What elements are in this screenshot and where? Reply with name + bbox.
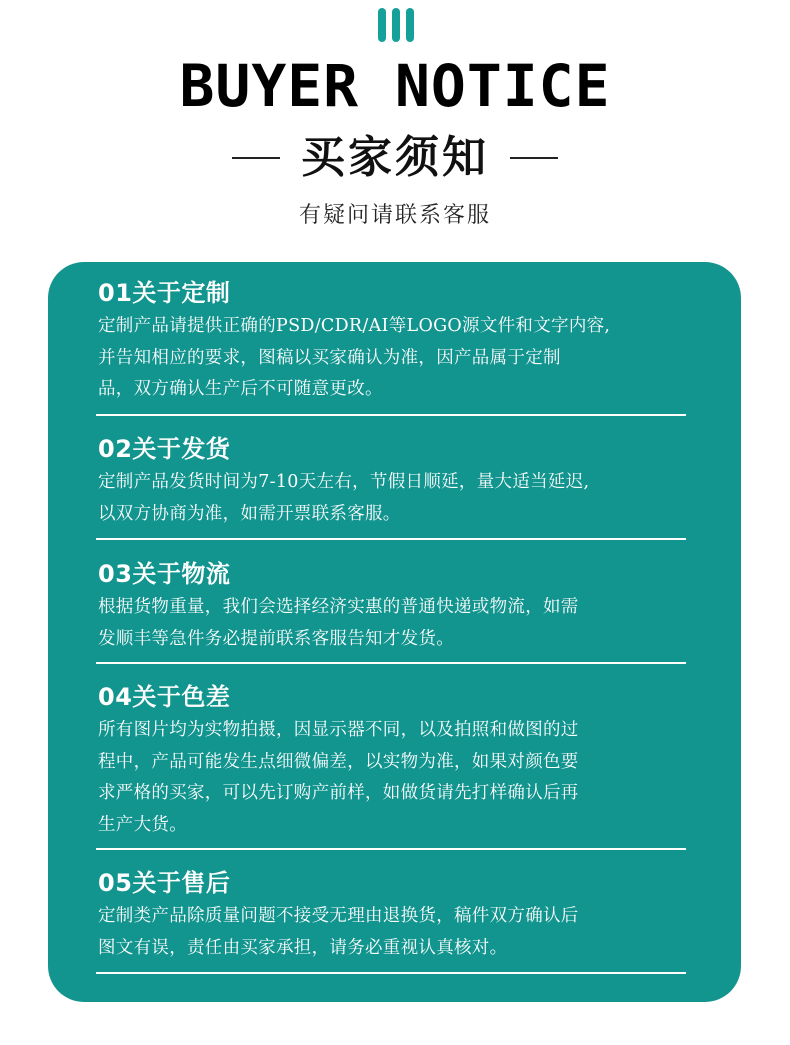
bar-shape: [406, 8, 414, 42]
section-body: 定制产品发货时间为7-10天左右，节假日顺延，量大适当延迟, 以双方协商为准，如需开票联系客服。: [98, 472, 590, 524]
notice-section-color-difference: [98, 682, 686, 841]
bar-shape: [392, 8, 400, 42]
section-title: 01关于定制: [98, 279, 231, 307]
notice-card: [48, 262, 741, 1002]
notice-section-after-sales: [98, 868, 686, 964]
section-body: 定制类产品除质量问题不接受无理由退换货，稿件双方确认后 图文有误，责任由买家承担，请务必重视认真核对。: [98, 906, 579, 958]
section-divider: [96, 848, 686, 850]
notice-section-customization: [98, 278, 686, 406]
section-title: 02关于发货: [98, 435, 231, 463]
page-subtitle: 有疑问请联系客服: [298, 203, 491, 228]
section-body: 根据货物重量，我们会选择经济实惠的普通快递或物流，如需 发顺丰等急件务必提前联系客服告知才发货。: [98, 597, 579, 649]
section-divider: [96, 662, 686, 664]
section-title: 04关于色差: [98, 683, 231, 711]
notice-section-logistics: [98, 559, 686, 655]
section-divider: [96, 538, 686, 540]
notice-section-shipping: [98, 434, 686, 530]
page-title-english: BUYER NOTICE: [179, 52, 611, 120]
title-divider-right: [510, 157, 558, 159]
bar-shape: [378, 8, 386, 42]
section-divider: [96, 414, 686, 416]
three-bars-icon: [378, 8, 414, 42]
page-title-chinese-row: [0, 130, 790, 186]
section-divider: [96, 972, 686, 974]
section-title: 05关于售后: [98, 869, 231, 897]
page-title-chinese: 买家须知: [301, 132, 489, 183]
section-body: 定制产品请提供正确的PSD/CDR/AI等LOGO源文件和文字内容, 并告知相应的要求，图稿以买家确认为准，因产品属于定制 品，双方确认生产后不可随意更改。: [98, 316, 611, 399]
section-title: 03关于物流: [98, 560, 231, 588]
section-body: 所有图片均为实物拍摄，因显示器不同，以及拍照和做图的过 程中，产品可能发生点细微偏差，以实物为准，如果对颜色要 求严格的买家，可以先订购产前样，如做货请先打样确认后再 生产大货。: [98, 720, 579, 835]
